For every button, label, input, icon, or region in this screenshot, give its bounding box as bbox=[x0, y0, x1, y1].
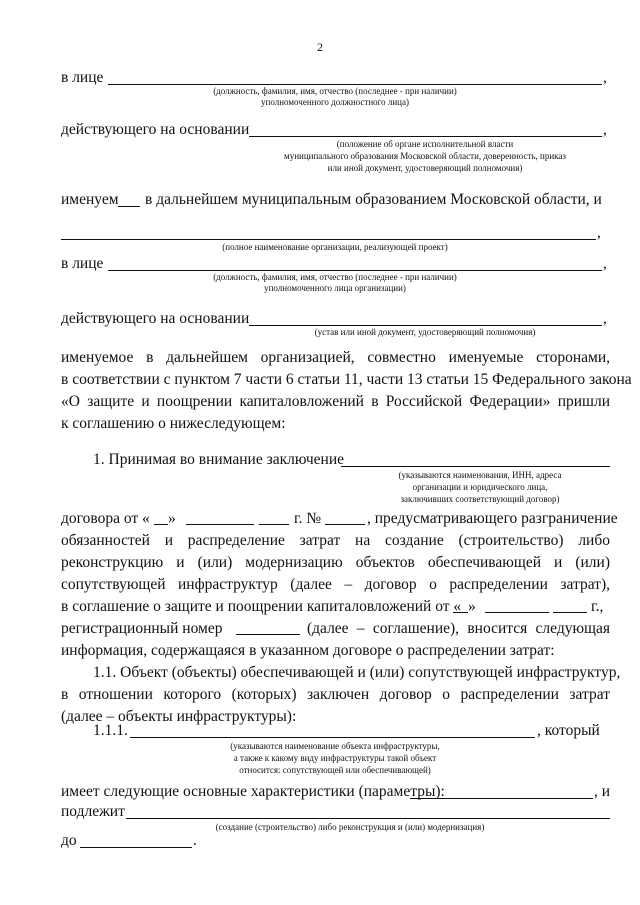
clause-1-1-line: 1.1. Объект (объекты) обеспечивающей и (или) сопутствующей инфраструктур, bbox=[93, 664, 621, 681]
works-type-line[interactable] bbox=[126, 818, 610, 819]
representative-name-note: (должность, фамилия, имя, отчество (последнее - при наличии) bbox=[213, 272, 457, 282]
acting-basis-label: действующего на основании bbox=[61, 121, 250, 138]
conclusion-parties-line[interactable] bbox=[341, 466, 610, 467]
conclusion-parties-note: организации и юридического лица, bbox=[412, 482, 548, 492]
comma: , bbox=[603, 255, 607, 272]
preamble-line: в соответствии с пунктом 7 части 6 статьи 11, части 13 статьи 15 Федерального закона bbox=[61, 371, 632, 388]
quote-close: » bbox=[468, 598, 476, 615]
authority-basis-note: (положение об органе исполнительной власти bbox=[336, 139, 514, 149]
agreement-date-label: в соглашение о защите и поощрении капиталовложений от « bbox=[61, 598, 462, 615]
comma: , bbox=[603, 310, 607, 327]
year-abbrev: г., bbox=[591, 598, 604, 615]
page-number: 2 bbox=[317, 40, 323, 54]
contract-date-label: договора от « bbox=[61, 510, 150, 527]
period: . bbox=[193, 832, 197, 849]
clause-1-line: сопутствующей инфраструктур (далее – договор о распределении затрат), bbox=[61, 576, 610, 593]
charter-basis-note: (устав или иной документ, удостоверяющий полномочия) bbox=[314, 327, 536, 337]
deadline-line[interactable] bbox=[80, 847, 192, 848]
contract-year-blank[interactable] bbox=[259, 524, 289, 525]
named-rest: в дальнейшем муниципальным образованием Московской области, и bbox=[145, 191, 602, 208]
characteristics-line[interactable] bbox=[410, 798, 593, 799]
clause-1-lead: 1. Принимая во внимание заключение bbox=[93, 451, 344, 468]
contract-number-label: г. № bbox=[294, 510, 322, 527]
preamble-line: к соглашению о нижеследующем: bbox=[61, 415, 286, 432]
infrastructure-object-note: а также к какому виду инфраструктуры такой объект bbox=[233, 753, 437, 763]
conclusion-parties-note: (указываются наименования, ИНН, адреса bbox=[398, 470, 562, 480]
comma-and: , и bbox=[594, 783, 611, 800]
agreement-year-blank[interactable] bbox=[553, 612, 587, 613]
infrastructure-object-note: относится: сопутствующей или обеспечивающей) bbox=[239, 765, 431, 775]
registration-number-rest: (далее – соглашение), вносится следующая bbox=[307, 620, 610, 637]
official-name-line[interactable] bbox=[108, 84, 602, 85]
quote-close: » bbox=[168, 510, 176, 527]
agreement-day-blank[interactable] bbox=[453, 612, 468, 613]
which-label: , который bbox=[537, 722, 600, 739]
preamble-line: именуемое в дальнейшем организацией, совместно именуемые сторонами, bbox=[61, 349, 610, 366]
clause-1-line: реконструкцию и (или) модернизацию объектов обеспечивающей и (или) bbox=[61, 554, 610, 571]
clause-1-1-line: (далее – объекты инфраструктуры): bbox=[61, 708, 297, 725]
organization-name-note: (полное наименование организации, реализующей проект) bbox=[222, 242, 448, 252]
conclusion-parties-note: заключивших соответствующий договор) bbox=[400, 494, 560, 504]
registration-number-label: регистрационный номер bbox=[61, 620, 223, 637]
acting-basis-label: действующего на основании bbox=[61, 310, 250, 327]
representative-name-line[interactable] bbox=[108, 270, 602, 271]
contract-day-blank[interactable] bbox=[154, 524, 168, 525]
works-type-note: (создание (строительство) либо реконструкция и (или) модернизация) bbox=[215, 822, 485, 832]
clause-1-line: обязанностей и распределение затрат на создание (строительство) либо bbox=[61, 532, 610, 549]
clause-1-line: информация, содержащаяся в указанном договоре о распределении затрат: bbox=[61, 642, 555, 659]
contract-purpose: , предусматривающего разграничение bbox=[367, 510, 618, 527]
named-suffix-blank[interactable] bbox=[118, 206, 140, 207]
authority-basis-note: или иной документ, удостоверяющий полномочия) bbox=[327, 163, 523, 173]
authority-basis-line[interactable] bbox=[249, 136, 602, 137]
clause-1-1-line: в отношении которого (которых) заключен договор о распределении затрат bbox=[61, 686, 610, 703]
until-label: до bbox=[61, 832, 77, 849]
in-person-label: в лице bbox=[61, 69, 104, 86]
contract-month-blank[interactable] bbox=[186, 524, 254, 525]
comma: , bbox=[603, 121, 607, 138]
agreement-month-blank[interactable] bbox=[485, 612, 549, 613]
subject-label: подлежит bbox=[61, 803, 125, 820]
named-prefix: именуем bbox=[61, 191, 119, 208]
official-name-note: уполномоченного должностного лица) bbox=[261, 97, 409, 107]
clause-1-1-1-number: 1.1.1. bbox=[93, 722, 128, 739]
charter-basis-line[interactable] bbox=[249, 325, 602, 326]
official-name-note: (должность, фамилия, имя, отчество (последнее - при наличии) bbox=[213, 86, 457, 96]
authority-basis-note: муниципального образования Московской области, доверенность, приказ bbox=[284, 151, 566, 161]
characteristics-label: имеет следующие основные характеристики (параметры): bbox=[61, 783, 445, 800]
contract-number-blank[interactable] bbox=[325, 524, 365, 525]
in-person-label: в лице bbox=[61, 255, 104, 272]
organization-name-line[interactable] bbox=[61, 239, 596, 240]
infrastructure-object-line[interactable] bbox=[130, 737, 535, 738]
comma: , bbox=[603, 69, 607, 86]
preamble-line: «О защите и поощрении капиталовложений в Российской Федерации» пришли bbox=[61, 393, 610, 410]
infrastructure-object-note: (указываются наименование объекта инфраструктуры, bbox=[230, 741, 440, 751]
representative-name-note: уполномоченного лица организации) bbox=[264, 283, 406, 293]
comma: , bbox=[597, 224, 601, 241]
registration-number-blank[interactable] bbox=[236, 634, 300, 635]
